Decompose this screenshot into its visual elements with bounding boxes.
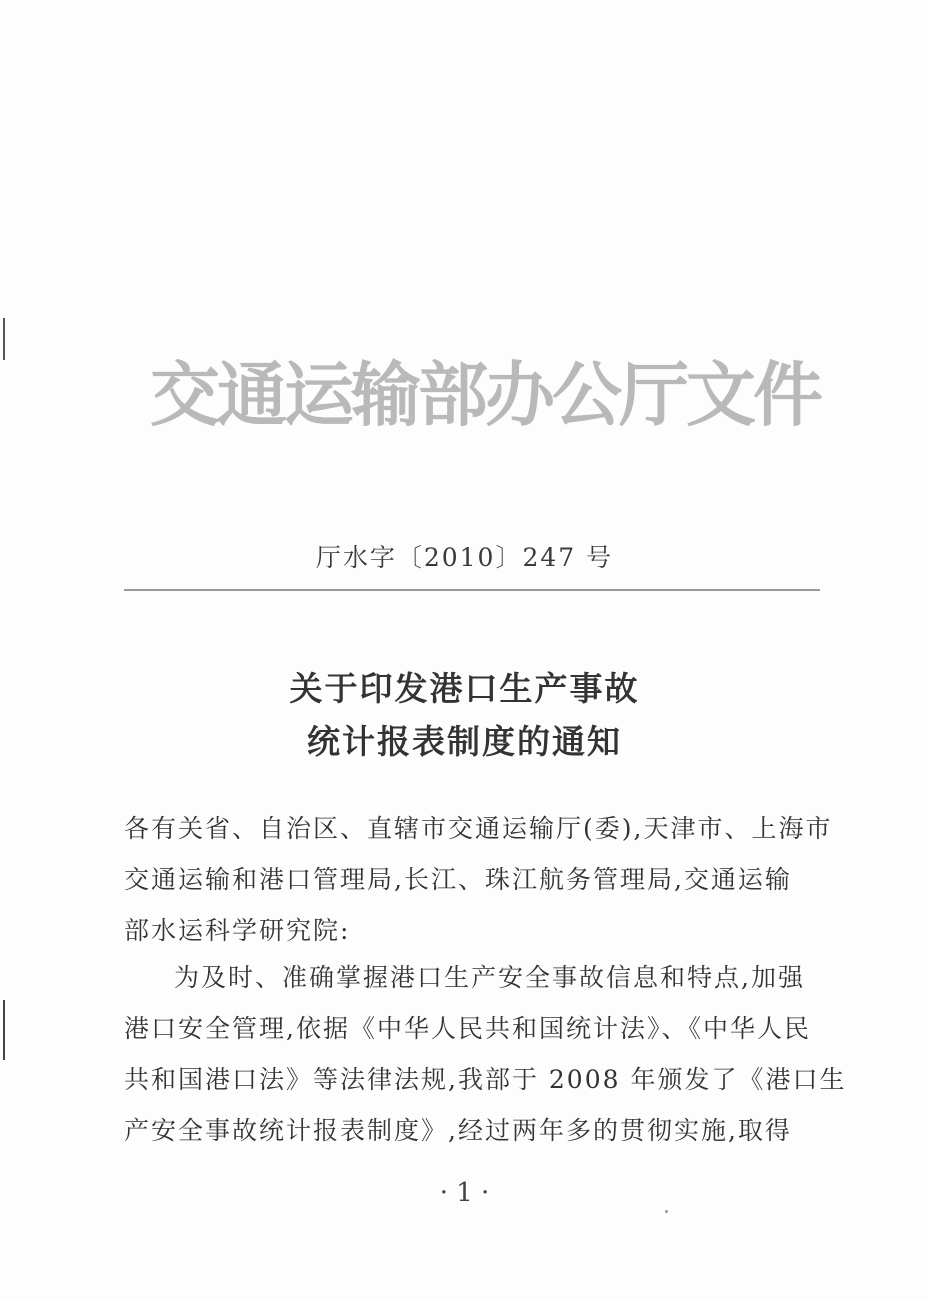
addressee-line: 交通运输和港口管理局,长江、珠江航务管理局,交通运输 — [124, 865, 792, 894]
scan-speck — [665, 1210, 668, 1213]
addressee-line: 部水运科学研究院: — [124, 916, 351, 945]
body-paragraph — [124, 952, 847, 1156]
binding-mark — [3, 1000, 5, 1060]
paragraph-line: 产安全事故统计报表制度》,经过两年多的贯彻实施,取得 — [124, 1116, 792, 1145]
document-masthead: 交通运输部办公厅文件 — [150, 354, 820, 436]
header-divider — [124, 589, 820, 591]
document-number: 厅水字〔2010〕247 号 — [315, 543, 614, 572]
paragraph-line: 为及时、准确掌握港口生产安全事故信息和特点,加强 — [174, 963, 805, 992]
document-title-line-1: 关于印发港口生产事故 — [289, 669, 640, 708]
addressee-line: 各有关省、自治区、直辖市交通运输厅(委),天津市、上海市 — [124, 814, 833, 843]
binding-mark — [3, 318, 5, 360]
document-title-line-2: 统计报表制度的通知 — [307, 722, 622, 761]
page-number: · 1 · — [439, 1178, 490, 1208]
paragraph-line: 港口安全管理,依据《中华人民共和国统计法》、《中华人民 — [124, 1014, 811, 1043]
paragraph-line: 共和国港口法》等法律法规,我部于 2008 年颁发了《港口生 — [124, 1065, 847, 1094]
addressee-block — [124, 803, 833, 956]
